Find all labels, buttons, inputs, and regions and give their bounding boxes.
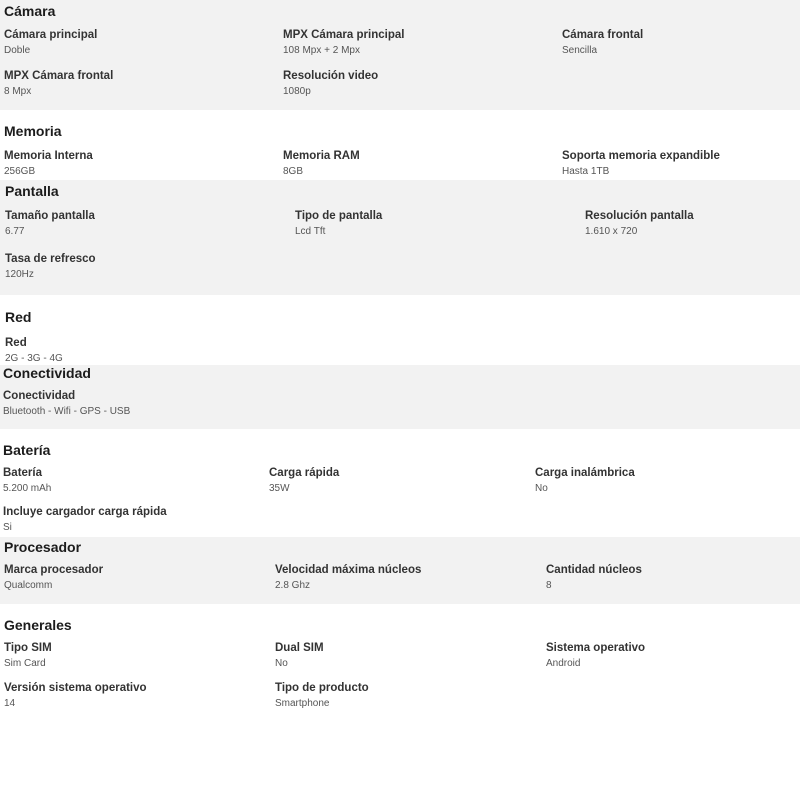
section-procesador — [0, 537, 800, 604]
spec-item — [283, 28, 404, 57]
spec-value: 14 — [4, 698, 16, 709]
spec-label: Batería — [3, 467, 42, 479]
spec-label: Carga inalámbrica — [535, 467, 635, 479]
spec-label: Conectividad — [3, 390, 76, 402]
section-title: Batería — [3, 442, 51, 458]
spec-value: 1.610 x 720 — [585, 226, 638, 237]
spec-item — [4, 681, 147, 710]
spec-value: 2.8 Ghz — [275, 580, 311, 591]
spec-item — [585, 209, 694, 238]
spec-label: Tipo de pantalla — [295, 210, 383, 222]
spec-label: Velocidad máxima núcleos — [275, 564, 422, 576]
spec-value: Android — [546, 658, 581, 669]
section-title: Pantalla — [5, 183, 59, 199]
spec-item — [535, 466, 635, 495]
spec-item — [295, 209, 382, 238]
spec-value: Sencilla — [562, 45, 598, 56]
spec-value: 108 Mpx + 2 Mpx — [283, 45, 360, 56]
spec-item — [3, 505, 167, 534]
section-title: Cámara — [4, 3, 56, 19]
spec-item — [269, 466, 339, 495]
spec-item — [4, 563, 103, 592]
spec-value: 256GB — [4, 166, 36, 177]
section-bateria — [0, 429, 800, 537]
section-title: Procesador — [4, 539, 82, 555]
spec-item — [275, 563, 421, 592]
spec-value: 1080p — [283, 86, 311, 97]
spec-label: Dual SIM — [275, 642, 324, 654]
spec-label: MPX Cámara frontal — [4, 70, 114, 82]
spec-item — [5, 209, 95, 238]
spec-label: Tasa de refresco — [5, 253, 96, 265]
spec-value: Bluetooth - Wifi - GPS - USB — [3, 406, 131, 417]
spec-label: Tamaño pantalla — [5, 210, 95, 222]
spec-label: Marca procesador — [4, 564, 104, 576]
section-generales — [0, 604, 800, 800]
spec-item — [5, 252, 96, 281]
spec-label: Soporta memoria expandible — [562, 150, 720, 162]
spec-value: Doble — [4, 45, 31, 56]
section-red — [0, 295, 800, 365]
spec-item — [275, 681, 369, 710]
spec-item — [4, 149, 93, 178]
spec-label: MPX Cámara principal — [283, 29, 405, 41]
spec-label: Carga rápida — [269, 467, 340, 479]
spec-value: 8 Mpx — [4, 86, 32, 97]
section-pantalla — [0, 180, 800, 295]
spec-item — [4, 641, 52, 670]
spec-label: Memoria Interna — [4, 150, 93, 162]
spec-item — [3, 466, 51, 495]
spec-item — [562, 149, 720, 178]
spec-value: Qualcomm — [4, 580, 53, 591]
spec-item — [283, 149, 360, 178]
spec-label: Resolución pantalla — [585, 210, 694, 222]
spec-value: Lcd Tft — [295, 226, 326, 237]
spec-value: No — [535, 483, 548, 494]
spec-item — [3, 389, 130, 418]
spec-label: Cámara frontal — [562, 29, 644, 41]
spec-label: Versión sistema operativo — [4, 682, 147, 694]
spec-value: 5.200 mAh — [3, 483, 52, 494]
spec-value: No — [275, 658, 288, 669]
spec-label: Resolución video — [283, 70, 379, 82]
spec-label: Red — [5, 337, 27, 349]
spec-value: 6.77 — [5, 226, 25, 237]
spec-label: Tipo SIM — [4, 642, 52, 654]
spec-label: Tipo de producto — [275, 682, 369, 694]
spec-label: Cámara principal — [4, 29, 98, 41]
section-title: Generales — [4, 617, 72, 633]
spec-label: Incluye cargador carga rápida — [3, 506, 167, 518]
spec-item — [5, 336, 63, 365]
spec-value: Hasta 1TB — [562, 166, 610, 177]
section-conectividad — [0, 365, 800, 429]
spec-item — [275, 641, 324, 670]
spec-item — [546, 563, 642, 592]
spec-label: Sistema operativo — [546, 642, 646, 654]
spec-value: Sim Card — [4, 658, 46, 669]
section-title: Red — [5, 309, 32, 325]
spec-value: 2G - 3G - 4G — [5, 353, 63, 364]
spec-value: 120Hz — [5, 269, 34, 280]
section-camara — [0, 0, 800, 110]
spec-value: 8GB — [283, 166, 304, 177]
spec-label: Memoria RAM — [283, 150, 360, 162]
spec-value: Smartphone — [275, 698, 330, 709]
spec-item — [283, 69, 378, 98]
section-title: Conectividad — [3, 365, 91, 381]
spec-item — [546, 641, 645, 670]
spec-value: Si — [3, 522, 12, 533]
spec-label: Cantidad núcleos — [546, 564, 642, 576]
section-title: Memoria — [4, 123, 62, 139]
spec-value: 8 — [546, 580, 552, 591]
section-memoria — [0, 110, 800, 180]
spec-value: 35W — [269, 483, 290, 494]
spec-item — [4, 69, 113, 98]
spec-item — [4, 28, 97, 57]
spec-item — [562, 28, 643, 57]
